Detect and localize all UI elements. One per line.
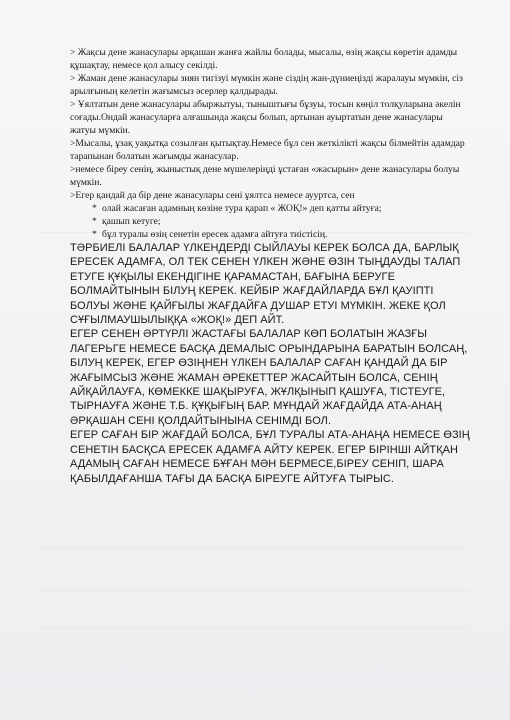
caps-paragraph-tell-adult: ЕГЕР САҒАН БІР ЖАҒДАЙ БОЛСА, БҰЛ ТУРАЛЫ АТА-АНАҢА НЕМЕСЕ ӨЗІҢ СЕНЕТІН БАСҚСА ЕРЕСЕК АДАМҒА АЙТУ КЕРЕК. ЕГЕР БІРІНШІ АЙТҚАН АДАМЫҢ САҒАН НЕМЕСЕ БҰҒАН МӘН БЕРМЕСЕ,БІРЕУ СЕНІП, ШАРА ҚАБЫЛДАҒАНША ТАҒЫ ДА БАСҚА БІРЕУГЕ АЙТУҒА ТЫРЫС. <box>70 429 470 485</box>
bleed-through-line <box>40 548 470 549</box>
caps-paragraph-respect: ТӘРБИЕЛІ БАЛАЛАР ҮЛКЕНДЕРДІ СЫЙЛАУЫ КЕРЕК БОЛСА ДА, БАРЛЫҚ ЕРЕСЕК АДАМҒА, ОЛ ТЕК СЕНЕН ҮЛКЕН ЖӘНЕ ӨЗІН ТЫҢДАУДЫ ТАЛАП ЕТУГЕ ҚҰҚЫЛЫ ЕКЕНДІГІНЕ ҚАРАМАСТАН, БАҒЫНА БЕРУГЕ БОЛМАЙТЫНЫН БІЛУҢ КЕРЕК. КЕЙБІР ЖАҒДАЙЛАРДА БҰЛ ҚАУІПТІ БОЛУЫ ЖӘНЕ ҚАЙҒЫЛЫ ЖАҒДАЙҒА ДУШАР ЕТУІ МҮМКІН. ЖЕКЕ ҚОЛ СҰҒЫЛМАУШЫЛЫҚҚА «ЖОҚ!» ДЕП АЙТ. <box>70 242 461 327</box>
paragraph-example: >Мысалы, ұзақ уақытқа созылған қытықтау.Немесе бұл сен жеткілікті жақсы білмейтін адамдар тарапынан болатын жағымды жанасулар. <box>70 138 465 162</box>
list-item: * бұл туралы өзің сенетін ересек адамға айтуға тиістісің. <box>70 228 470 241</box>
list-item: * олай жасаған адамның көзіне тура қарап « ЖОҚ!» деп қатты айтуға; <box>70 202 470 215</box>
list-item: * қашып кетуге; <box>70 215 470 228</box>
bleed-through-line <box>40 590 470 591</box>
document-body <box>70 46 470 486</box>
paragraph-shameful-touch: > Ұялтатын дене жанасулары абыржытуы, тыныштығы бұзуы, тосын көңіл толқуларына әкелін соғады.Ондай жанасуларға алғашында жақсы болып, артынан ауыртатын дене жанасулары жатуы мүмкін. <box>70 99 461 136</box>
paragraph-good-touch: > Жақсы дене жанасулары әрқашан жанға жайлы болады, мысалы, өзің жақсы көретін адамды құшақтау, немесе қол алысу секілді. <box>70 47 458 71</box>
caps-paragraph-camp: ЕГЕР СЕНЕН ӘРТҮРЛІ ЖАСТАҒЫ БАЛАЛАР КӨП БОЛАТЫН ЖАЗҒЫ ЛАГЕРЬГЕ НЕМЕСЕ БАСҚА ДЕМАЛЫС ОРЫНДАРЫНА БАРАТЫН БОЛСАҢ, БІЛУҢ КЕРЕК, ЕГЕР ӨЗІҢНЕН ҮЛКЕН БАЛАЛАР САҒАН ҚАНДАЙ ДА БІР ЖАҒЫМСЫЗ ЖӘНЕ ЖАМАН ӘРЕКЕТТЕР ЖАСАЙТЫН БОЛСА, СЕНІҢ АЙҚАЙЛАУҒА, КӨМЕККЕ ШАҚЫРУҒА, ЖҰЛҚЫНЫП ҚАШУҒА, ТІСТЕУГЕ, ТЫРНАУҒА ЖӘНЕ Т.Б. ҚҰҚЫҒЫҢ БАР. МҰНДАЙ ЖАҒДАЙДА АТА-АНАҢ ӘРҚАШАН СЕНІ ҚОЛДАЙТЫНЫНА СЕНІМДІ БОЛ. <box>70 328 468 427</box>
paragraph-bad-touch: > Жаман дене жанасулары зиян тигізуі мүмкін және сіздің жан-дүниеңізді жаралауы мүмкін, сіз арылғының келетін жағымсыз әсерлер қалдырады. <box>70 73 463 97</box>
paragraph-secret-touch: >немесе біреу сенің, жыныстық дене мүшелеріңді ұстаған «жасырын» дене жанасулары болуы мүмкін. <box>70 164 460 188</box>
action-list <box>70 202 470 241</box>
paragraph-if-touch: >Егер қандай да бір дене жанасулары сені ұялтса немесе аууртса, сен <box>70 190 355 201</box>
bleed-through-line <box>40 628 470 629</box>
